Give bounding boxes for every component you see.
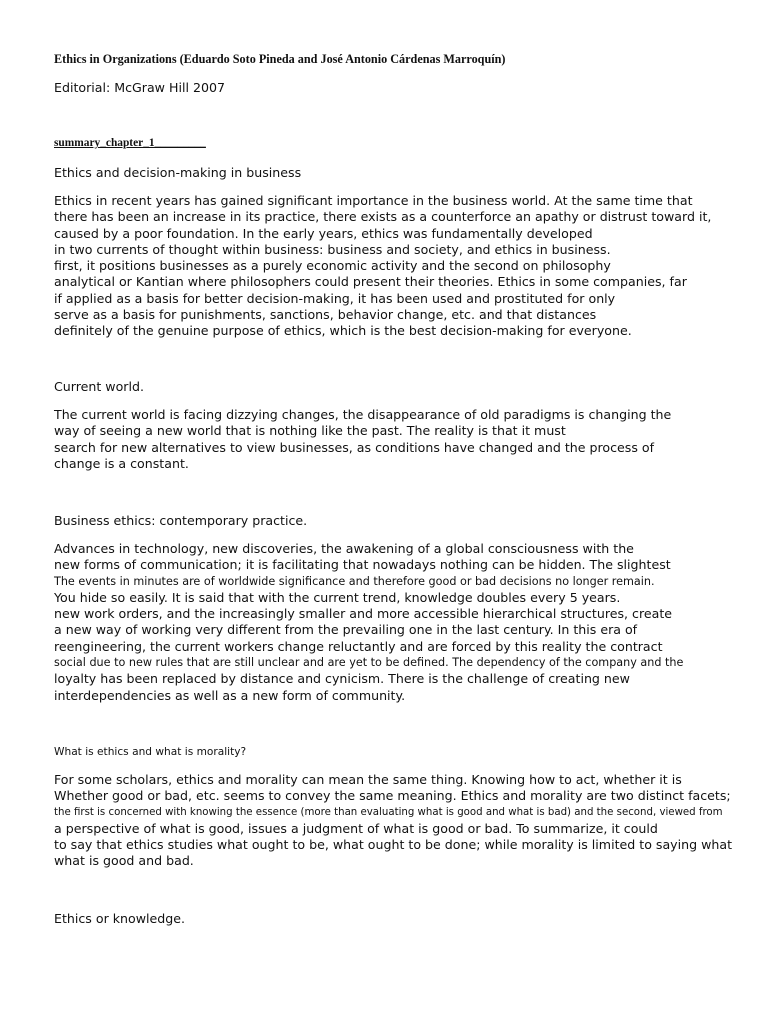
paragraph-line: new forms of communication; it is facilitating that nowadays nothing can be hidden. The slightest [54,557,671,573]
paragraph-line: to say that ethics studies what ought to be, what ought to be done; while morality is limited to saying what [54,837,733,853]
paragraph-line: For some scholars, ethics and morality can mean the same thing. Knowing how to act, whether it is [54,772,682,787]
section-paragraph [54,772,732,870]
paragraph-line: reengineering, the current workers change reluctantly and are forced by this reality the contract [54,638,663,654]
paragraph-line: new work orders, and the increasingly smaller and more accessible hierarchical structures, create [54,606,673,622]
paragraph-line: first, it positions businesses as a purely economic activity and the second on philosophy [54,258,611,274]
paragraph-line: if applied as a basis for better decision-making, it has been used and prostituted for only [54,290,616,306]
paragraph-line: Ethics in recent years has gained significant importance in the business world. At the same time that [54,193,693,208]
paragraph-line: Advances in technology, new discoveries, the awakening of a global consciousness with the [54,541,634,556]
paragraph-line: analytical or Kantian where philosophers could present their theories. Ethics in some companies, far [54,274,687,290]
section-heading: Ethics and decision-making in business [54,165,302,180]
paragraph-line: definitely of the genuine purpose of ethics, which is the best decision-making for everyone. [54,323,632,339]
paragraph-line: Whether good or bad, etc. seems to convey the same meaning. Ethics and morality are two distinct facets; [54,788,731,804]
section-paragraph [54,541,683,704]
paragraph-line: The events in minutes are of worldwide significance and therefore good or bad decisions no longer remain. [54,574,655,588]
paragraph-line: caused by a poor foundation. In the early years, ethics was fundamentally developed [54,225,593,241]
paragraph-line: there has been an increase in its practice, there exists as a counterforce an apathy or distrust toward it, [54,209,712,225]
paragraph-line: social due to new rules that are still unclear and are yet to be defined. The dependency of the company and the [54,656,684,670]
paragraph-line: serve as a basis for punishments, sanctions, behavior change, etc. and that distances [54,307,597,323]
paragraph-line: a new way of working very different from the prevailing one in the last century. In this era of [54,622,638,638]
section-heading: What is ethics and what is morality? [54,746,247,758]
summary-label: summary_chapter_1_________ [54,137,206,149]
paragraph-line: interdependencies as well as a new form of community. [54,687,406,703]
document-title: Ethics in Organizations (Eduardo Soto Pineda and José Antonio Cárdenas Marroquín) [54,52,506,66]
paragraph-line: The current world is facing dizzying changes, the disappearance of old paradigms is changing the [54,407,672,422]
section-paragraph [54,193,711,340]
paragraph-line: loyalty has been replaced by distance and cynicism. There is the challenge of creating new [54,671,630,687]
section-paragraph [54,407,671,472]
paragraph-line: the first is concerned with knowing the essence (more than evaluating what is good and what is bad) and the second, viewed from [54,806,723,818]
paragraph-line: in two currents of thought within business: business and society, and ethics in business. [54,241,611,257]
paragraph-line: You hide so easily. It is said that with the current trend, knowledge doubles every 5 years. [54,589,621,605]
paragraph-line: what is good and bad. [54,853,194,869]
paragraph-line: a perspective of what is good, issues a judgment of what is good or bad. To summarize, it could [54,820,658,836]
paragraph-line: search for new alternatives to view businesses, as conditions have changed and the process of [54,439,655,455]
paragraph-line: way of seeing a new world that is nothing like the past. The reality is that it must [54,423,566,439]
section-heading: Ethics or knowledge. [54,911,186,926]
section-heading: Business ethics: contemporary practice. [54,513,308,528]
paragraph-line: change is a constant. [54,455,189,471]
editorial-line: Editorial: McGraw Hill 2007 [54,80,225,95]
section-heading: Current world. [54,379,144,394]
